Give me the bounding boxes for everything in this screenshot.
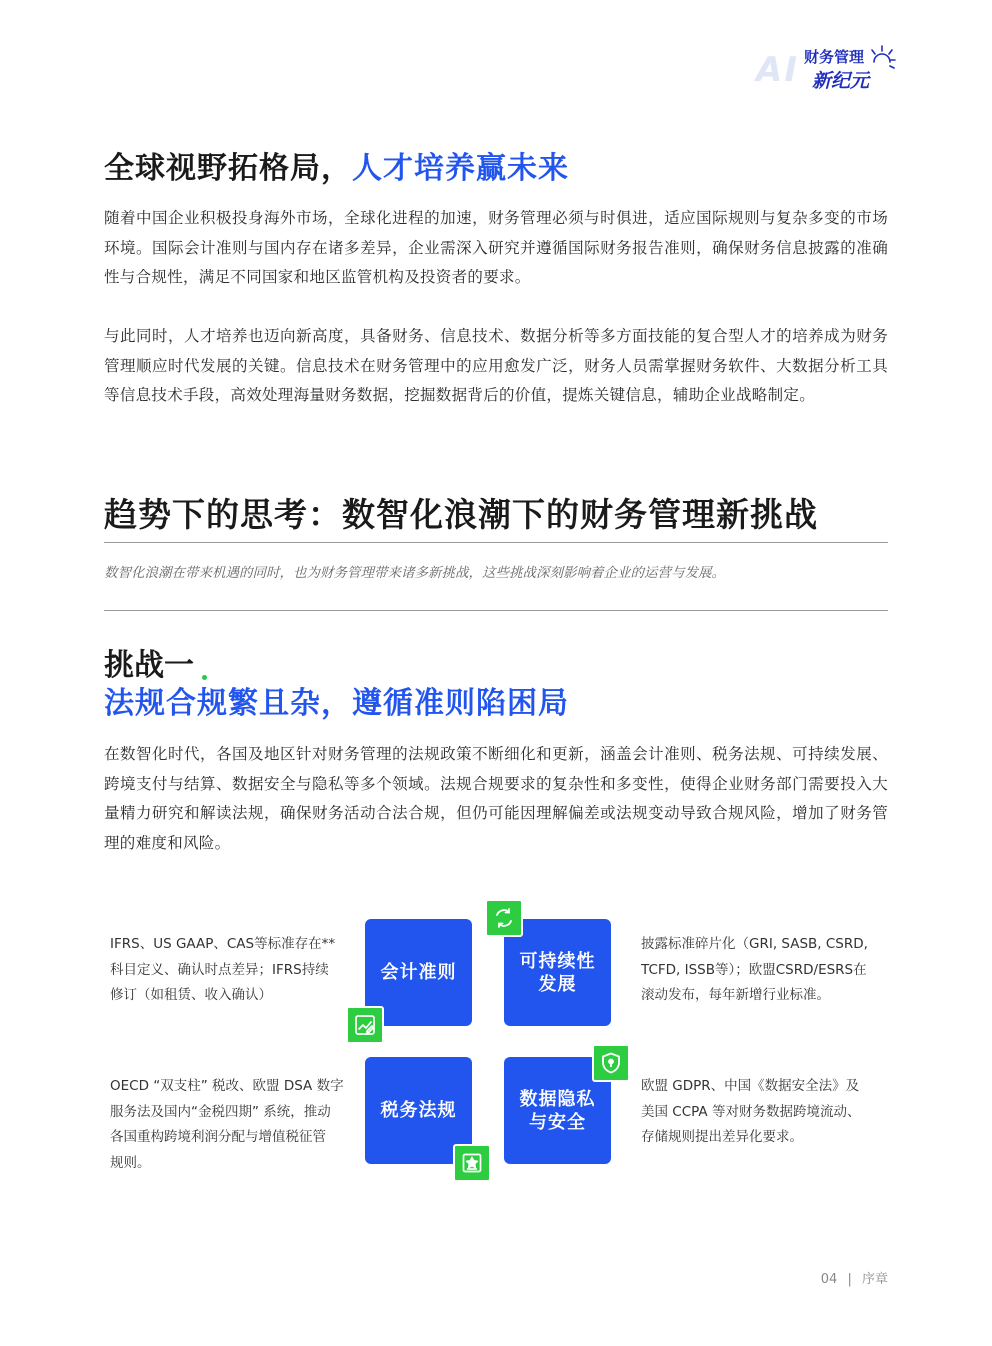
- note-line: 披露标准碎片化（GRI, SASB, CSRD,: [641, 936, 868, 952]
- section1-title-blue: 人才培养赢未来: [352, 151, 569, 186]
- note-line: 滚动发布，每年新增行业标准。: [641, 987, 830, 1003]
- chapter-name: 序章: [861, 1272, 888, 1287]
- section1-paragraph-1: 随着中国企业积极投身海外市场，全球化进程的加速，财务管理必须与时俱进，适应国际规则与复杂多变的市场环境。国际会计准则与国内存在诸多差异，企业需深入研究并遵循国际财务报告准则，确保财务信息披露的准确性与合规性，满足不同国家和地区监管机构及投资者的要求。: [104, 209, 888, 286]
- note-line: 存储规则提出差异化要求。: [641, 1129, 803, 1145]
- footer-separator: |: [847, 1272, 852, 1287]
- section1-title: [104, 143, 569, 187]
- card-sustainability-label: 可持续性发展: [519, 950, 596, 995]
- card-accounting-label: 会计准则: [380, 962, 457, 983]
- note-privacy: [641, 1074, 891, 1151]
- logo-ai-text: AI: [756, 50, 799, 90]
- note-line: 科目定义、确认时点差异；IFRS持续: [110, 961, 329, 978]
- note-line: IFRS、US GAAP、CAS等标准存在**: [110, 936, 336, 952]
- page-footer: [821, 1268, 888, 1287]
- section1-title-black: 全球视野拓格局，: [104, 151, 352, 186]
- section2-subtitle: 数智化浪潮在带来机遇的同时，也为财务管理带来诸多新挑战，这些挑战深刻影响着企业的运营与发展。: [104, 565, 725, 581]
- note-line: 服务法及国内“金税四期” 系统，推动: [110, 1103, 331, 1120]
- logo-line2: 新纪元: [812, 70, 870, 92]
- star-doc-icon: [453, 1144, 491, 1182]
- note-line: 各国重构跨境利润分配与增值税征管: [110, 1129, 326, 1145]
- note-line: 修订（如租赁、收入确认）: [110, 987, 272, 1003]
- note-line: 规则。: [110, 1154, 151, 1171]
- note-line: 欧盟 GDPR、中国《数据安全法》及: [641, 1078, 860, 1094]
- page-number: 04: [820, 1272, 838, 1287]
- card-privacy-label: 数据隐私与安全: [519, 1088, 596, 1133]
- chart-edit-icon: [346, 1006, 384, 1044]
- section2-title: 趋势下的思考：数智化浪潮下的财务管理新挑战: [104, 495, 818, 534]
- sun-rays-icon: [864, 42, 896, 74]
- challenge-title: 法规合规繁且杂，遵循准则陷困局: [104, 686, 569, 721]
- challenge-label-text: 挑战一: [104, 648, 194, 683]
- logo-line1: 财务管理: [804, 48, 865, 66]
- note-line: 美国 CCPA 等对财务数据跨境流动、: [641, 1103, 861, 1120]
- shield-lock-icon: [592, 1044, 630, 1082]
- divider-top: [104, 542, 888, 543]
- recycle-icon: [485, 899, 523, 937]
- card-tax-label: 税务法规: [380, 1100, 457, 1121]
- brand-logo: [756, 40, 906, 98]
- divider-bottom: [104, 610, 888, 611]
- note-line: TCFD, ISSB等）；欧盟CSRD/ESRS在: [641, 961, 867, 978]
- note-accounting: [110, 932, 350, 1009]
- section1-paragraph-2: 与此同时，人才培养也迈向新高度，具备财务、信息技术、数据分析等多方面技能的复合型人才的培养成为财务管理顺应时代发展的关键。信息技术在财务管理中的应用愈发广泛，财务人员需掌握财务软件、大数据分析工具等信息技术手段，高效处理海量财务数据，挖掘数据背后的价值，提炼关键信息，辅助企业战略制定。: [104, 327, 888, 404]
- note-tax: [110, 1074, 350, 1176]
- challenge-paragraph: 在数智化时代，各国及地区针对财务管理的法规政策不断细化和更新，涵盖会计准则、税务法规、可持续发展、跨境支付与结算、数据安全与隐私等多个领域。法规合规要求的复杂性和多变性，使得企业财务部门需要投入大量精力研究和解读法规，确保财务活动合法合规，但仍可能因理解偏差或法规变动导致合规风险，增加了财务管理的难度和风险。: [104, 745, 888, 852]
- note-sustainability: [641, 932, 891, 1009]
- note-line: OECD “双支柱” 税改、欧盟 DSA 数字: [110, 1078, 344, 1094]
